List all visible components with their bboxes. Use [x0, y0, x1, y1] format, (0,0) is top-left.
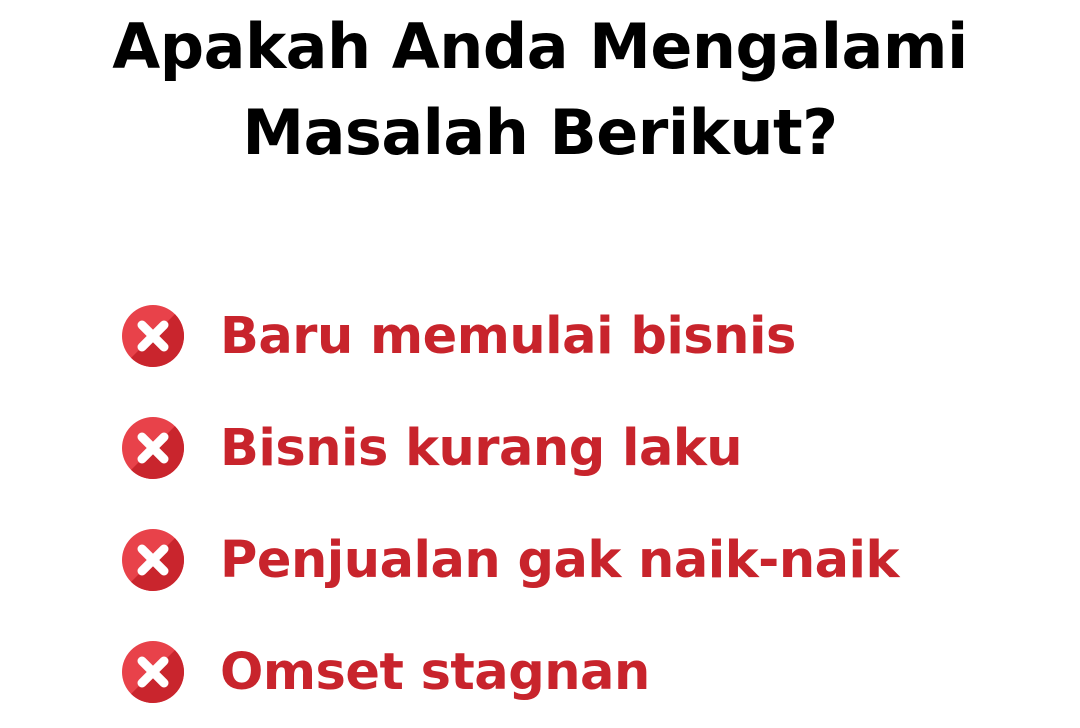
problem-item	[122, 504, 899, 616]
headline-line-1: Apakah Anda Mengalami	[112, 10, 968, 83]
problem-text: Baru memulai bisnis	[220, 306, 796, 366]
x-circle-icon	[122, 641, 184, 703]
problem-text: Penjualan gak naik-naik	[220, 530, 899, 590]
problem-item	[122, 280, 899, 392]
headline-line-2: Masalah Berikut?	[242, 96, 838, 169]
problem-text: Bisnis kurang laku	[220, 418, 743, 478]
x-circle-icon	[122, 305, 184, 367]
headline	[0, 4, 1080, 176]
problem-text: Omset stagnan	[220, 642, 650, 702]
x-circle-icon	[122, 417, 184, 479]
problem-list	[122, 280, 899, 728]
problem-item	[122, 616, 899, 728]
problem-item	[122, 392, 899, 504]
x-circle-icon	[122, 529, 184, 591]
